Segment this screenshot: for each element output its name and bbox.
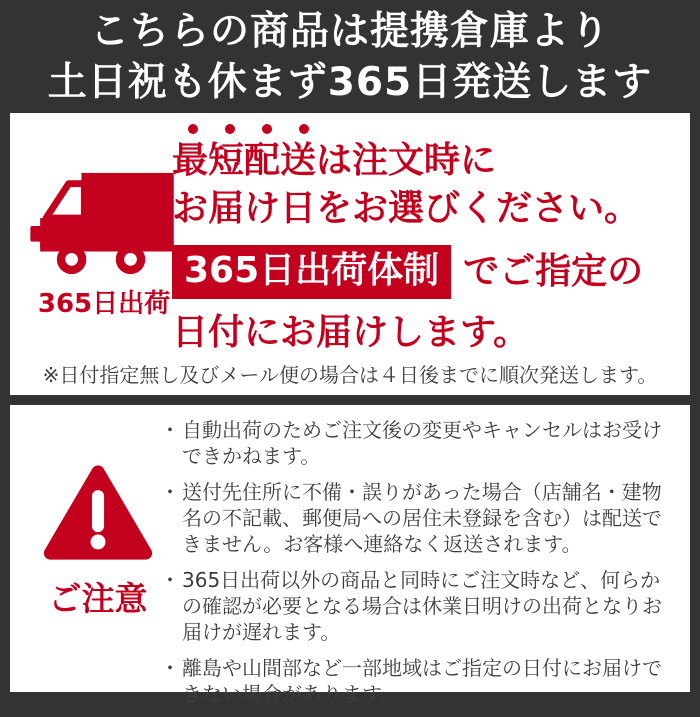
caution-text: 自動出荷のためご注文後の変更やキャンセルはお受けできかねます。 <box>182 418 662 468</box>
caution-item <box>160 417 676 469</box>
caution-block <box>36 463 160 620</box>
caution-list <box>160 417 676 717</box>
warning-triangle-icon <box>42 463 154 563</box>
shipping-panel <box>10 113 690 395</box>
bullet-marker: ・ <box>160 480 180 504</box>
highlight-suffix: でご指定の <box>463 251 644 292</box>
headline-line2: お届け日をお選びください。 <box>172 188 641 229</box>
emphasis-dot <box>174 123 211 134</box>
top-banner-line2: 土日祝も休まず365日発送します <box>47 59 653 105</box>
caution-text: 365日出荷以外の商品と同時にご注文時など、何らかの確認が必要となる場合は休業日明けの出荷となりお届けが遅れます。 <box>182 568 662 644</box>
caution-text: 送付先住所に不備・誤りがあった場合（店舗名・建物名の不記載、郵便局への居住未登録を含む）は配送できません。お客様へ連絡なく返送されます。 <box>182 480 662 556</box>
caution-item <box>160 655 676 707</box>
emphasis-dot <box>248 123 285 134</box>
headline-line4: 日付にお届けします。 <box>172 312 530 353</box>
top-banner <box>0 0 700 113</box>
caution-item <box>160 479 676 557</box>
delivery-truck-icon <box>30 169 178 279</box>
truck-label: 365日出荷 <box>37 289 171 319</box>
bullet-marker: ・ <box>160 568 180 592</box>
top-banner-line1: こちらの商品は提携倉庫より <box>89 8 610 54</box>
truck-block <box>28 169 180 320</box>
headline-line3 <box>172 245 643 299</box>
emphasis-dots <box>174 123 643 134</box>
emphasis-dot <box>285 123 322 134</box>
highlight-badge: 365日出荷体制 <box>172 245 451 299</box>
shipping-note: ※日付指定無し及びメール便の場合は４日後までに順次発送します。 <box>42 363 658 387</box>
headline-line1: 最短配送は注文時に <box>172 140 497 181</box>
bullet-marker: ・ <box>160 656 180 680</box>
bullet-marker: ・ <box>160 418 180 442</box>
caution-item <box>160 567 676 645</box>
shipping-message <box>172 123 643 357</box>
caution-label: ご注意 <box>48 579 148 618</box>
emphasis-dot <box>211 123 248 134</box>
caution-panel <box>10 405 690 706</box>
caution-text: 離島や山間部など一部地域はご指定の日付にお届けできない場合があります。 <box>182 656 662 706</box>
